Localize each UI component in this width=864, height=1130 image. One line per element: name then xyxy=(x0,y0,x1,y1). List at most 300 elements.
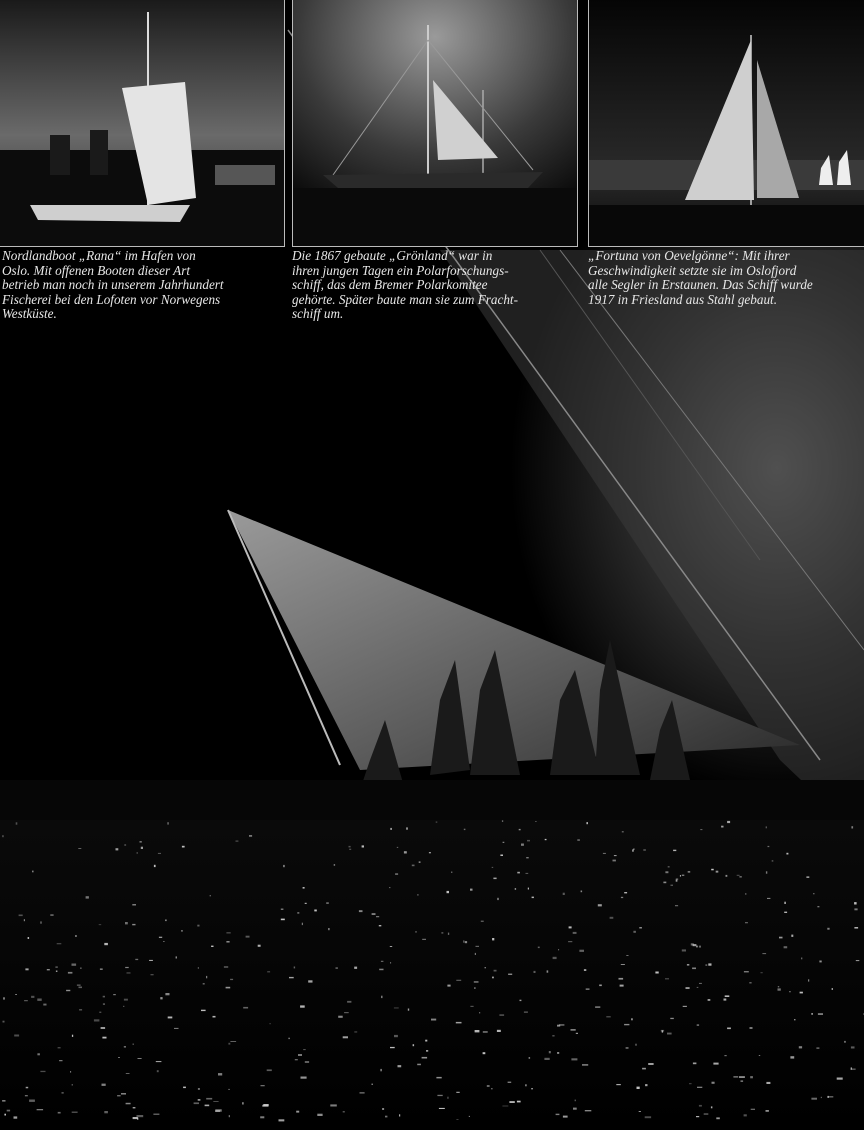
water-glint xyxy=(519,829,521,830)
water-glint xyxy=(571,1058,577,1060)
water-glint xyxy=(456,1119,458,1120)
water-glint xyxy=(334,864,335,865)
water-glint xyxy=(621,964,625,965)
water-glint xyxy=(394,1035,398,1037)
water-glint xyxy=(483,1052,486,1054)
water-glint xyxy=(168,822,169,824)
water-glint xyxy=(102,1084,106,1086)
water-glint xyxy=(766,826,767,828)
water-glint xyxy=(645,1084,647,1086)
caption-line: Westküste. xyxy=(2,306,57,322)
water-glint xyxy=(157,1070,159,1072)
water-glint xyxy=(183,1087,186,1089)
water-glint xyxy=(75,935,77,936)
water-glint xyxy=(856,960,860,961)
water-glint xyxy=(704,1113,709,1115)
water-glint xyxy=(176,956,177,958)
water-glint xyxy=(739,876,741,878)
water-glint xyxy=(470,889,473,891)
water-glint xyxy=(447,1097,448,1099)
caption-line: schiff um. xyxy=(292,306,344,322)
water-glint xyxy=(696,1116,699,1117)
water-glint xyxy=(603,853,606,854)
water-glint xyxy=(626,1047,629,1049)
water-glint xyxy=(503,842,505,843)
water-glint xyxy=(673,850,676,851)
water-glint xyxy=(417,894,418,895)
water-glint xyxy=(637,1087,640,1089)
water-glint xyxy=(154,865,156,867)
water-glint xyxy=(817,906,819,907)
water-glint xyxy=(535,821,536,822)
water-glint xyxy=(242,1102,244,1104)
water-glint xyxy=(526,857,529,858)
water-glint xyxy=(573,932,577,934)
water-glint xyxy=(492,938,494,940)
water-glint xyxy=(26,1087,29,1089)
water-glint xyxy=(558,949,559,950)
water-glint xyxy=(500,855,503,857)
water-glint xyxy=(381,961,384,962)
water-glint xyxy=(132,904,136,906)
water-glint xyxy=(759,1055,760,1056)
water-glint xyxy=(246,936,250,938)
water-glint xyxy=(494,970,497,972)
water-glint xyxy=(799,1046,802,1048)
water-glint xyxy=(236,841,239,842)
water-glint xyxy=(745,893,746,894)
water-glint xyxy=(552,1035,554,1036)
water-glint xyxy=(642,1068,646,1070)
water-glint xyxy=(213,1101,218,1102)
water-glint xyxy=(436,1077,441,1079)
water-glint xyxy=(104,943,108,945)
water-glint xyxy=(751,1109,755,1110)
water-glint xyxy=(515,888,516,890)
water-glint xyxy=(621,897,623,898)
water-glint xyxy=(485,967,487,968)
caption-fortuna xyxy=(588,249,864,307)
water-glint xyxy=(372,913,376,915)
water-glint xyxy=(786,853,788,855)
water-glint xyxy=(668,866,670,867)
water-glint xyxy=(149,960,153,961)
water-glint xyxy=(818,1013,823,1014)
water-glint xyxy=(37,1109,44,1110)
water-glint xyxy=(750,1076,753,1078)
water-glint xyxy=(851,1046,855,1048)
water-glint xyxy=(376,916,379,917)
water-glint xyxy=(25,968,28,970)
water-glint xyxy=(447,985,450,987)
water-glint xyxy=(279,1119,285,1121)
water-glint xyxy=(739,1076,745,1078)
water-glint xyxy=(476,946,480,947)
water-glint xyxy=(404,851,407,853)
water-glint xyxy=(631,1018,633,1020)
water-glint xyxy=(699,1105,702,1107)
water-glint xyxy=(359,910,363,912)
water-glint xyxy=(314,910,317,912)
photo-rana xyxy=(0,0,285,247)
water-glint xyxy=(174,1028,179,1029)
water-glint xyxy=(426,1050,428,1052)
water-glint xyxy=(398,1065,402,1067)
water-glint xyxy=(317,1114,322,1116)
water-glint xyxy=(691,943,694,945)
water-glint xyxy=(390,946,392,947)
water-glint xyxy=(133,1107,136,1108)
water-glint xyxy=(213,1016,216,1018)
caption-line: Fischerei bei den Lofoten vor Norwegens xyxy=(2,291,221,307)
water-glint xyxy=(201,1010,206,1011)
water-glint xyxy=(527,840,530,842)
water-glint xyxy=(229,1115,230,1117)
water-glint xyxy=(811,1013,812,1015)
water-glint xyxy=(610,917,614,919)
water-glint xyxy=(198,1099,201,1100)
water-glint xyxy=(125,922,128,924)
water-glint xyxy=(624,1024,629,1025)
water-glint xyxy=(210,895,211,896)
water-glint xyxy=(300,1005,305,1007)
water-glint xyxy=(117,1095,121,1096)
water-glint xyxy=(261,1085,265,1086)
water-glint xyxy=(448,933,449,935)
water-glint xyxy=(697,987,699,988)
water-glint xyxy=(79,1009,82,1010)
water-glint xyxy=(529,1057,531,1059)
water-glint xyxy=(412,865,415,867)
water-glint xyxy=(854,902,857,904)
water-glint xyxy=(40,921,41,923)
water-glint xyxy=(686,987,690,989)
water-glint xyxy=(344,1012,349,1013)
water-glint xyxy=(675,905,678,906)
water-glint xyxy=(595,1006,600,1007)
water-glint xyxy=(47,969,50,970)
water-glint xyxy=(230,1041,236,1042)
water-glint xyxy=(521,844,524,846)
water-glint xyxy=(57,943,62,944)
water-glint xyxy=(226,941,229,942)
water-glint xyxy=(132,924,135,925)
water-glint xyxy=(671,885,674,886)
water-glint xyxy=(582,1064,588,1066)
caption-line: Die 1867 gebaute „Grönland“ war in xyxy=(292,248,493,263)
water-glint xyxy=(624,892,627,893)
water-glint xyxy=(422,939,426,940)
water-glint xyxy=(308,980,312,982)
water-glint xyxy=(121,1093,126,1094)
water-glint xyxy=(123,1006,124,1007)
water-glint xyxy=(362,845,364,847)
caption-rana xyxy=(2,249,282,322)
water-glint xyxy=(534,971,536,973)
water-glint xyxy=(437,1095,442,1096)
water-glint xyxy=(137,852,139,853)
water-glint xyxy=(508,1082,512,1083)
water-glint xyxy=(676,878,678,880)
water-glint xyxy=(683,1006,687,1007)
water-glint xyxy=(385,1116,387,1118)
water-glint xyxy=(697,1024,699,1026)
water-glint xyxy=(50,915,53,916)
water-glint xyxy=(103,1003,105,1005)
water-glint xyxy=(456,1022,462,1024)
water-glint xyxy=(141,847,143,849)
water-glint xyxy=(680,875,681,877)
water-glint xyxy=(441,932,443,933)
water-glint xyxy=(784,946,788,948)
water-glint xyxy=(429,852,431,853)
water-glint xyxy=(349,846,351,848)
water-glint xyxy=(599,985,602,987)
water-glint xyxy=(483,1031,488,1033)
water-glint xyxy=(557,1025,560,1027)
water-glint xyxy=(633,931,636,933)
water-glint xyxy=(135,959,138,960)
water-glint xyxy=(699,946,701,948)
water-glint xyxy=(708,963,711,965)
water-glint xyxy=(25,1095,28,1096)
water-glint xyxy=(102,1037,106,1039)
water-glint xyxy=(700,829,702,830)
water-glint xyxy=(854,927,858,928)
water-glint xyxy=(475,953,476,955)
water-glint xyxy=(58,1047,61,1048)
water-glint xyxy=(205,1105,210,1107)
water-glint xyxy=(86,896,89,898)
water-glint xyxy=(451,872,452,873)
water-glint xyxy=(326,902,329,904)
water-glint xyxy=(127,972,131,973)
water-glint xyxy=(29,1100,35,1102)
water-glint xyxy=(549,1051,551,1053)
water-glint xyxy=(79,987,83,989)
water-glint xyxy=(137,1115,144,1117)
water-glint xyxy=(78,848,81,849)
water-glint xyxy=(14,1116,18,1118)
water-glint xyxy=(294,967,295,969)
water-glint xyxy=(289,977,294,978)
water-glint xyxy=(62,1092,64,1093)
water-glint xyxy=(343,1036,348,1038)
water-glint xyxy=(354,1031,357,1032)
water-glint xyxy=(733,1076,738,1077)
water-glint xyxy=(557,1052,559,1054)
water-glint xyxy=(525,1084,527,1086)
water-glint xyxy=(577,839,580,841)
water-glint xyxy=(696,946,698,948)
water-glint xyxy=(159,937,162,938)
water-glint xyxy=(197,925,199,927)
caption-line: Nordlandboot „Rana“ im Hafen von xyxy=(2,248,196,263)
water-glint xyxy=(165,920,166,922)
water-glint xyxy=(737,875,740,876)
water-glint xyxy=(635,1044,637,1046)
water-glint xyxy=(124,845,126,846)
water-glint xyxy=(682,875,685,876)
water-glint xyxy=(347,1001,351,1003)
water-glint xyxy=(614,855,617,856)
water-glint xyxy=(283,865,284,867)
water-glint xyxy=(406,827,408,829)
caption-line: betrieb man noch in unserem Jahrhundert xyxy=(2,277,224,293)
water-glint xyxy=(854,908,857,910)
water-glint xyxy=(778,986,779,987)
water-glint xyxy=(750,1027,753,1028)
water-glint xyxy=(655,972,658,974)
water-glint xyxy=(218,1073,222,1075)
water-glint xyxy=(165,993,169,995)
water-glint xyxy=(303,887,305,889)
water-glint xyxy=(59,1060,62,1061)
water-glint xyxy=(616,1084,621,1085)
water-glint xyxy=(827,928,829,930)
water-glint xyxy=(328,928,329,930)
water-glint xyxy=(475,1030,480,1032)
water-glint xyxy=(137,1118,138,1120)
water-glint xyxy=(72,1084,73,1085)
water-glint xyxy=(3,1021,5,1023)
water-glint xyxy=(816,1048,819,1049)
water-glint xyxy=(744,971,749,972)
water-glint xyxy=(99,924,102,925)
water-glint xyxy=(372,1084,373,1085)
water-glint xyxy=(712,1082,715,1084)
water-glint xyxy=(568,941,572,942)
water-glint xyxy=(531,1088,533,1089)
water-glint xyxy=(390,828,392,830)
water-glint xyxy=(94,1019,100,1021)
water-glint xyxy=(133,1044,135,1045)
water-glint xyxy=(99,1012,101,1013)
water-glint xyxy=(206,1098,212,1100)
water-glint xyxy=(151,974,154,975)
water-glint xyxy=(526,873,529,874)
water-glint xyxy=(343,1111,345,1113)
water-glint xyxy=(28,937,30,939)
water-glint xyxy=(413,1044,415,1046)
water-glint xyxy=(844,1041,846,1043)
water-glint xyxy=(360,1092,365,1094)
water-glint xyxy=(379,969,383,971)
water-glint xyxy=(493,878,496,880)
water-glint xyxy=(133,1117,138,1119)
water-glint xyxy=(547,970,549,972)
water-glint xyxy=(598,904,602,906)
water-glint xyxy=(806,876,809,878)
water-glint xyxy=(243,1007,248,1009)
water-glint xyxy=(606,1016,610,1017)
water-glint xyxy=(181,930,183,932)
water-glint xyxy=(56,971,58,973)
water-glint xyxy=(390,962,391,963)
water-glint xyxy=(563,893,565,895)
water-glint xyxy=(613,860,616,862)
water-glint xyxy=(19,915,23,917)
water-glint xyxy=(380,1069,381,1071)
water-glint xyxy=(727,821,730,823)
water-glint xyxy=(14,1035,19,1037)
water-glint xyxy=(724,1055,726,1056)
water-glint xyxy=(301,1077,307,1079)
water-glint xyxy=(711,1106,713,1108)
water-glint xyxy=(469,1116,470,1117)
water-glint xyxy=(397,847,398,848)
water-glint xyxy=(532,897,534,899)
water-glint xyxy=(24,919,25,921)
water-glint xyxy=(16,822,18,824)
water-glint xyxy=(663,882,666,884)
water-glint xyxy=(639,927,642,928)
water-glint xyxy=(113,994,116,995)
water-glint xyxy=(575,1100,576,1102)
water-glint xyxy=(66,990,70,991)
water-glint xyxy=(125,967,129,968)
water-glint xyxy=(260,1116,264,1118)
water-glint xyxy=(116,848,119,850)
water-glint xyxy=(464,829,466,830)
water-glint xyxy=(517,1101,521,1103)
water-glint xyxy=(648,1063,653,1065)
water-glint xyxy=(705,965,707,966)
water-glint xyxy=(24,1000,28,1001)
water-glint xyxy=(37,999,41,1001)
water-glint xyxy=(58,1112,61,1114)
water-glint xyxy=(338,1016,343,1018)
water-glint xyxy=(585,1110,592,1111)
water-glint xyxy=(70,1071,71,1072)
water-glint xyxy=(768,846,770,847)
water-glint xyxy=(156,1061,162,1062)
water-glint xyxy=(632,849,634,851)
water-glint xyxy=(399,1114,400,1116)
water-glint xyxy=(7,1110,10,1112)
photo-groenland xyxy=(292,0,578,247)
water-glint xyxy=(665,871,668,873)
caption-line: 1917 in Friesland aus Stahl gebaut. xyxy=(588,291,778,307)
water-glint xyxy=(296,1111,299,1113)
water-glint xyxy=(497,1030,501,1032)
water-glint xyxy=(101,1027,106,1029)
water-glint xyxy=(819,961,821,963)
water-glint xyxy=(153,1114,159,1115)
water-glint xyxy=(716,1117,720,1119)
water-glint xyxy=(249,835,252,837)
water-glint xyxy=(431,1019,436,1021)
water-glint xyxy=(499,1015,504,1016)
water-glint xyxy=(103,996,105,998)
water-glint xyxy=(302,923,303,925)
water-glint xyxy=(126,1103,131,1105)
water-glint xyxy=(72,1112,78,1113)
water-glint xyxy=(687,964,689,966)
water-glint xyxy=(198,1088,200,1090)
water-glint xyxy=(584,969,586,971)
water-glint xyxy=(379,925,382,926)
water-glint xyxy=(126,1073,130,1074)
water-glint xyxy=(801,958,802,960)
water-glint xyxy=(303,1049,306,1050)
water-glint xyxy=(330,1104,337,1106)
water-glint xyxy=(390,1047,395,1048)
water-glint xyxy=(100,968,103,970)
water-glint xyxy=(808,979,809,981)
water-glint xyxy=(215,1109,221,1111)
water-glint xyxy=(470,1006,473,1007)
